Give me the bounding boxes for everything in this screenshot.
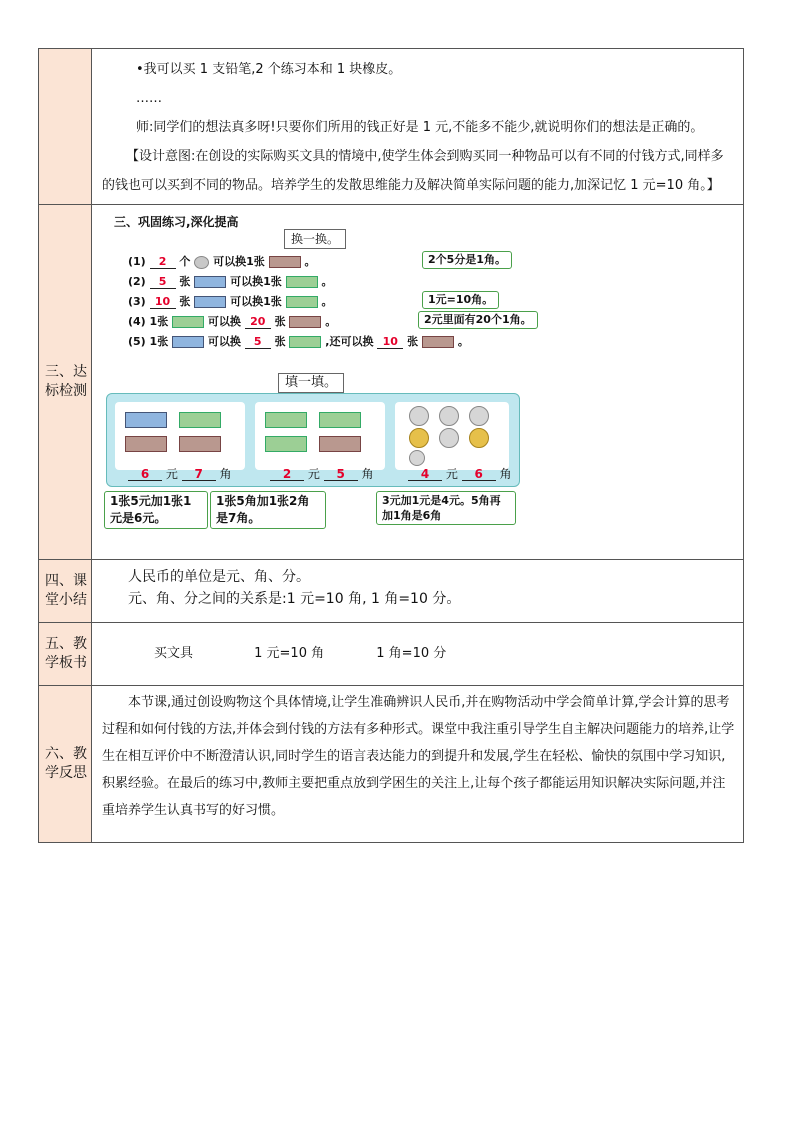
banknote-icon — [172, 316, 204, 328]
swap-row-2: (2) 5 张 可以换1张 。 — [128, 275, 333, 288]
banknote-icon — [194, 296, 226, 308]
coin-icon — [469, 428, 489, 448]
banknote-icon — [286, 296, 318, 308]
hint-note-1: 2个5分是1角。 — [422, 251, 512, 269]
lesson-plan-table — [38, 48, 744, 843]
section-label-top — [39, 49, 92, 205]
banknote-icon — [265, 412, 307, 428]
banknote-icon — [125, 412, 167, 428]
explain-note-2: 1张5角加1张2角是7角。 — [210, 491, 326, 529]
money-panel-1 — [115, 402, 245, 470]
exercise-cell — [92, 205, 744, 560]
section-label-three: 三、达标检测 — [39, 205, 92, 560]
fill-answer-3: 4 元 6 角 — [408, 465, 512, 482]
banknote-icon — [286, 276, 318, 288]
section-label-five: 五、教学板书 — [39, 623, 92, 686]
answer: 10 — [377, 336, 403, 349]
fill-title: 填一填。 — [278, 373, 344, 393]
banknote-icon — [289, 336, 321, 348]
coin-icon — [439, 428, 459, 448]
ellipsis: …… — [136, 91, 162, 106]
explain-note-3: 3元加1元是4元。5角再加1角是6角 — [376, 491, 516, 525]
reflection-text: 本节课,通过创设购物这个具体情境,让学生准确辨识人民币,并在购物活动中学会简单计算,学会计算的思考过程和如何付钱的方法,并体会到付钱的方法有多种形式。课堂中我注重引导学生自主解决问题能力的培养,让学生在相互评价中不断澄清认识,同时学生的语言表达能力的到提升和发展,学生在轻松、愉快的氛围中学习知识,积累经验。在最后的练习中,教师主要把重点放到学困生的关注上,让每个孩子都能运用知识解决实际问题,并注重培养学生认真书写的好习惯。 — [102, 695, 735, 818]
banknote-icon — [179, 436, 221, 452]
swap-row-5: (5) 1张 可以换 5 张 ,还可以换 10 张 。 — [128, 335, 469, 348]
answer: 10 — [150, 296, 176, 309]
banknote-icon — [289, 316, 321, 328]
answer: 20 — [245, 316, 271, 329]
banknote-icon — [319, 412, 361, 428]
explain-note-1: 1张5元加1张1元是6元。 — [104, 491, 208, 529]
summary-cell — [92, 560, 744, 623]
answer: 5 — [245, 336, 271, 349]
section-label-four: 四、课堂小结 — [39, 560, 92, 623]
exercise-heading: 三、巩固练习,深化提高 — [114, 215, 239, 229]
swap-row-1: (1) 2 个 可以换1张 。 — [128, 255, 316, 268]
banknote-icon — [422, 336, 454, 348]
coin-icon — [469, 406, 489, 426]
design-intent: 【设计意图:在创设的实际购买文具的情境中,使学生体会到购买同一种物品可以有不同的付钱方式,同样多的钱也可以买到不同的物品。培养学生的发散思维能力及解决简单实际问题的能力,加深记忆 1 元=10 角。】 — [102, 149, 724, 193]
board-writing — [92, 623, 743, 685]
board-item-jiao: 1 角=10 分 — [376, 646, 447, 661]
hint-note-4: 2元里面有20个1角。 — [418, 311, 538, 329]
swap-title: 换一换。 — [284, 229, 346, 249]
reflection-cell — [92, 686, 744, 843]
board-item-topic: 买文具 — [154, 646, 194, 661]
swap-row-4: (4) 1张 可以换 20 张 。 — [128, 315, 337, 328]
top-content — [92, 49, 744, 205]
banknote-icon — [125, 436, 167, 452]
banknote-icon — [269, 256, 301, 268]
banknote-icon — [265, 436, 307, 452]
money-panel-3 — [395, 402, 509, 470]
section-label-six: 六、教学反思 — [39, 686, 92, 843]
fill-answer-2: 2 元 5 角 — [270, 465, 374, 482]
banknote-icon — [172, 336, 204, 348]
coin-icon — [409, 450, 425, 466]
banknote-icon — [319, 436, 361, 452]
board-cell — [92, 623, 744, 686]
answer: 2 — [150, 256, 176, 269]
swap-row-3: (3) 10 张 可以换1张 。 — [128, 295, 333, 308]
exercise-area — [92, 205, 743, 559]
banknote-icon — [194, 276, 226, 288]
fill-answer-1: 6 元 7 角 — [128, 465, 232, 482]
banknote-icon — [179, 412, 221, 428]
teacher-line: 师:同学们的想法真多呀!只要你们所用的钱正好是 1 元,不能多不能少,就说明你们的想法是正确的。 — [136, 120, 704, 135]
coin-icon — [439, 406, 459, 426]
coin-icon — [409, 428, 429, 448]
answer: 5 — [150, 276, 176, 289]
hint-note-3: 1元=10角。 — [422, 291, 499, 309]
board-item-yuan: 1 元=10 角 — [254, 646, 325, 661]
coin-icon — [409, 406, 429, 426]
summary-line-2: 元、角、分之间的关系是:1 元=10 角, 1 角=10 分。 — [128, 591, 461, 607]
bullet-line: •我可以买 1 支铅笔,2 个练习本和 1 块橡皮。 — [136, 62, 402, 77]
summary-line-1: 人民币的单位是元、角、分。 — [128, 569, 310, 585]
money-panel-2 — [255, 402, 385, 470]
coin-icon — [194, 256, 209, 269]
